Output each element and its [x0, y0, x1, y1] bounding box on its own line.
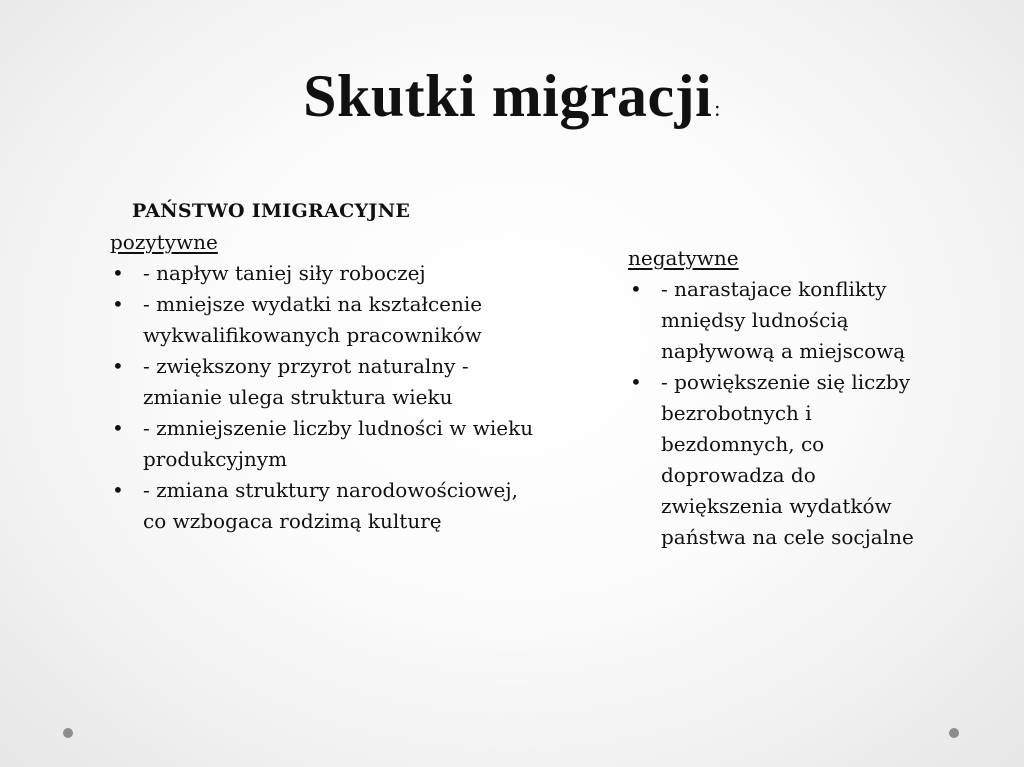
list-item: • - narastajace konflikty mniędsy ludnością napływową a miejscową	[628, 274, 928, 367]
negative-column	[628, 243, 928, 553]
slide-title-colon: :	[714, 96, 721, 121]
list-item: • - napływ taniej siły roboczej	[110, 258, 540, 289]
country-heading: PAŃSTWO IMIGRACYJNE	[132, 200, 411, 222]
list-item: • - mniejsze wydatki na kształcenie wykwalifikowanych pracowników	[110, 289, 540, 351]
next-slide-dot[interactable]	[949, 728, 959, 738]
slide-title	[0, 60, 1024, 145]
list-item: • - zmniejszenie liczby ludności w wieku produkcyjnym	[110, 413, 540, 475]
prev-slide-dot[interactable]	[63, 728, 73, 738]
positive-list	[110, 258, 540, 537]
slide-title-text: Skutki migracji	[303, 63, 713, 129]
list-item: • - zmiana struktury narodowościowej, co wzbogaca rodzimą kulturę	[110, 475, 540, 537]
positive-label: pozytywne	[110, 230, 218, 254]
negative-label: negatywne	[628, 246, 739, 270]
negative-list	[628, 274, 928, 553]
list-item: • - zwiększony przyrot naturalny - zmianie ulega struktura wieku	[110, 351, 540, 413]
list-item: • - powiększenie się liczby bezrobotnych i bezdomnych, co doprowadza do zwiększenia wydatków państwa na cele socjalne	[628, 367, 928, 553]
positive-column	[110, 196, 540, 537]
